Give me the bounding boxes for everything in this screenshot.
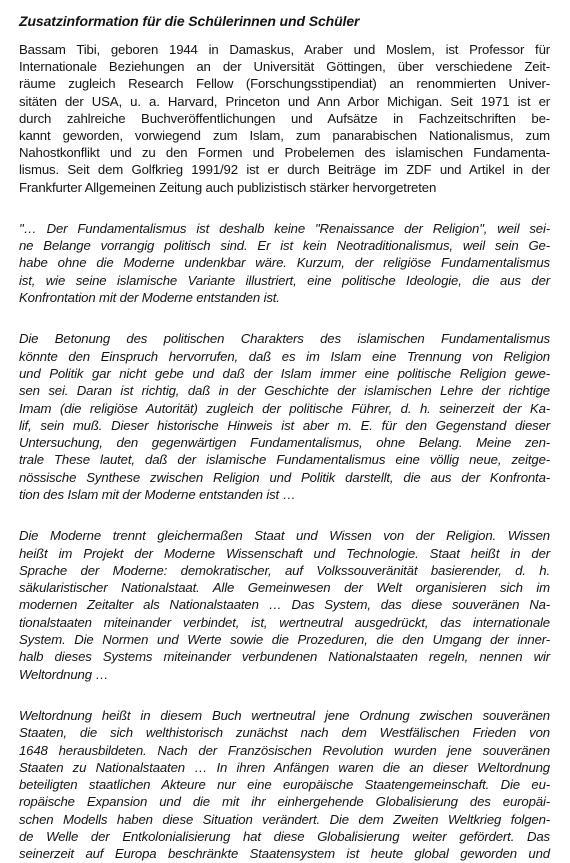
quote-line: Weltordnung … [19, 666, 109, 682]
author-bio-paragraph [19, 41, 550, 196]
quote-line: ist, wie seine islamische Variante illustriert, eine politische Ideologie, die aus der [19, 272, 550, 288]
bio-line: Internationale Beziehungen an der Universität Göttingen, über verschiedene Zeit- [19, 59, 550, 75]
bio-line: Nahostkonflikt und zu den Formen und Probelemen des islamischen Fundamenta- [19, 145, 550, 161]
quote-line: Konfrontation mit der Moderne entstanden ist. [19, 290, 280, 306]
quote-line: und Politik gar nicht gebe und daß der Islam immer eine politische Religion gewe- [19, 365, 550, 381]
quote-line: tion des Islam mit der Moderne entstanden ist … [19, 486, 296, 502]
quote-line: heißt im Projekt der Moderne Wissenschaft und Technologie. Staat heißt in der [19, 545, 550, 561]
quote-line: System. Die Normen und Werte sowie die Prozeduren, die den Umgang der inner- [19, 632, 550, 648]
quote-line: trale These lautet, daß der islamische Fundamentalismus eine völlig neue, zeitge- [19, 452, 550, 468]
quote-line: Die Betonung des politischen Charakters des islamischen Fundamentalismus [19, 331, 550, 347]
quote-line: Staaten zu Nationalstaaten … In ihren Anfängen waren die an dieser Weltordnung [19, 759, 550, 775]
quote-line: seinerzeit auf Europa beschränkte Staatensystem ist heute global geworden und [19, 846, 550, 862]
quote-line: "… Der Fundamentalismus ist deshalb keine "Renaissance der Religion", weil sei- [19, 220, 550, 236]
bio-line: Frankfurter Allgemeinen Zeitung auch publizistisch stärker hervorgetreten [19, 179, 437, 195]
bio-line: sitäten der USA, u. a. Harvard, Princeton und Ann Arbor Michigan. Seit 1971 ist er [19, 93, 550, 109]
quote-paragraph [19, 707, 550, 863]
bio-line: kannt geworden, vorwiegend zum Islam, zum panarabischen Nationalismus, zum [19, 128, 550, 144]
bio-line: Bassam Tibi, geboren 1944 in Damaskus, Araber und Moslem, ist Professor für [19, 42, 550, 57]
quote-line: Weltordnung heißt in diesem Buch wertneutral jene Ordnung zwischen souveränen [19, 707, 550, 723]
quote-section [19, 220, 550, 863]
bio-line: durch zahlreiche Buchveröffentlichungen und Aufsätze in Fachzeitschriften be- [19, 110, 550, 126]
quote-line: tionalstaaten miteinander verbindet, ist, wertneutral ausgedrückt, das internationale [19, 614, 550, 630]
quote-line: sen sei. Daran ist richtig, daß in der Geschichte der islamischen Lehre der richtige [19, 383, 550, 399]
quote-line: 1648 herausbildeten. Nach der Französischen Revolution wurden jene souveränen [19, 742, 550, 758]
quote-line: könnte den Einspruch hervorrufen, daß es im Islam eine Trennung von Religion [19, 348, 550, 364]
quote-line: lif, sein muß. Dieser historische Hinweis ist aber m. E. für den Gegenstand dieser [19, 417, 550, 433]
quote-line: beteiligten staatlichen Akteure nur eine europäische Staatengemeinschaft. Die eu- [19, 777, 550, 793]
quote-line: Imam (die religiöse Autorität) zugleich der politische Führer, d. h. seinerzeit der Ka- [19, 400, 550, 416]
quote-line: säkularistischer Nationalstaat. Alle Gemeinwesen der Welt organisieren sich im [19, 580, 550, 596]
quote-line: Untersuchung, den gegenwärtigen Fundamentalismus, ohne Belang. Meine zen- [19, 435, 550, 451]
quote-line: habe ohne die Moderne undenkbar wäre. Kurzum, der religiöse Fundamentalismus [19, 255, 550, 271]
quote-paragraph [19, 330, 550, 503]
document-page [19, 13, 550, 863]
bio-line: lismus. Seit dem Golfkrieg 1991/92 ist er durch Beiträge im ZDF und Artikel in der [19, 162, 550, 178]
quote-line: modernen Zeitalter als Nationalstaaten … Das System, das diese souveränen Na- [19, 597, 550, 613]
quote-line: nössische Synthese zwischen Religion und Politik darstellt, die aus der Konfronta- [19, 469, 550, 485]
quote-paragraph [19, 220, 550, 306]
quote-line: ne Belange vorrangig politisch sind. Er ist kein Neotraditionalismus, weil sein Ge- [19, 238, 550, 254]
quote-line: Sprache der Moderne: demokratischer, auf Volkssouveränität basierender, d. h. [19, 562, 550, 578]
quote-paragraph [19, 527, 550, 683]
quote-line: ropäische Expansion und die mit ihr einhergehende Globalisierung des europäi- [19, 794, 550, 810]
quote-line: Die Moderne trennt gleichermaßen Staat und Wissen von der Religion. Wissen [19, 528, 550, 544]
bio-line: räume zugleich Research Fellow (Forschungsstipendiat) an renommierten Univer- [19, 76, 550, 92]
quote-line: halb dieses Systems miteinander verbundenen Nationalstaaten regeln, nennen wir [19, 649, 550, 665]
quote-line: Staaten, die sich welthistorisch zunächst nach dem Westfälischen Frieden von [19, 725, 550, 741]
quote-line: schen Modells haben diese Situation verändert. Die dem Zweiten Weltkrieg folgen- [19, 811, 550, 827]
quote-line: de Welle der Entkolonialisierung hat diese Globalisierung weiter gefördert. Das [19, 829, 550, 845]
section-heading: Zusatzinformation für die Schülerinnen und Schüler [19, 13, 360, 29]
